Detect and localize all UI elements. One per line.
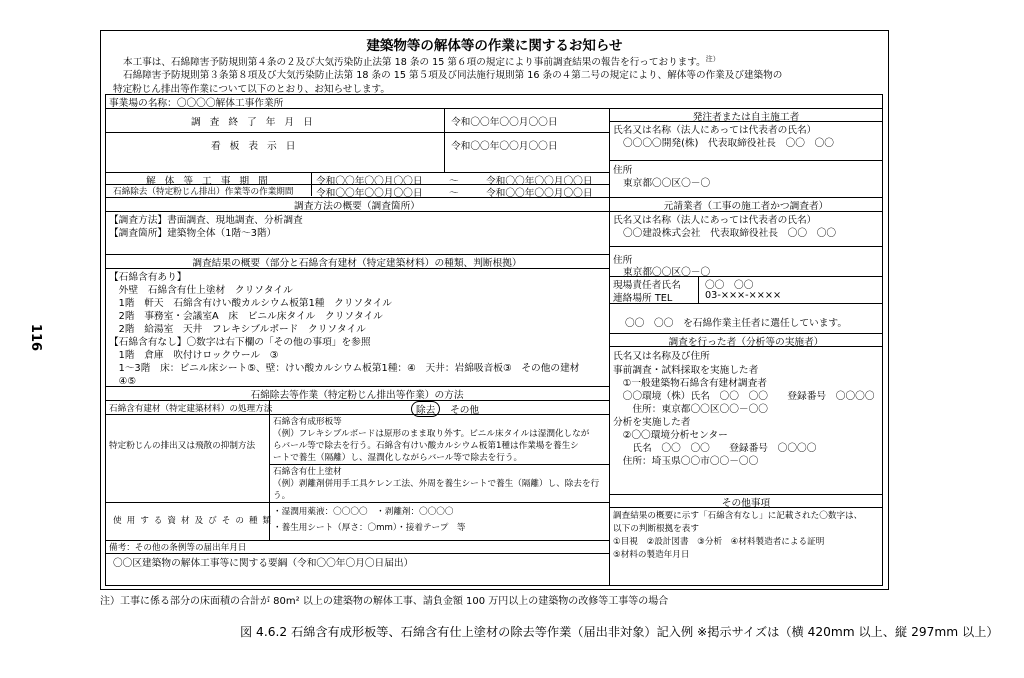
contractor-address-value: 東京都〇〇区〇－〇	[623, 267, 711, 278]
workplace-label: 事業場の名称：	[109, 98, 177, 109]
rule	[105, 414, 609, 415]
removal-to: 令和〇〇年〇〇月〇〇日	[486, 188, 593, 199]
other-header: その他事項	[721, 498, 771, 509]
surveyor-line: ①一般建築物石綿含有建材調査者	[613, 378, 767, 389]
contact-label: 連絡場所 TEL	[613, 293, 673, 304]
survey-result-header: 調査結果の概要（部分と石綿含有建材（特定建築材料）の種類、判断根拠）	[192, 258, 522, 269]
notice-board	[100, 30, 889, 590]
footnote: 注）工事に係る部分の床面積の合計が 80m² 以上の建築物の解体工事、請負金額 100 万円以上の建築物の改修等工事等の場合	[100, 596, 669, 607]
rule	[609, 346, 883, 347]
materials-line: ・養生用シート（厚さ：〇mm）・接着テープ 等	[273, 523, 466, 533]
suppression-line: （例）剥離剤併用手工具ケレン工法、外周を養生シートで養生（隔離）し、除去を行	[273, 479, 600, 489]
rule	[609, 303, 883, 304]
suppression-line: 石綿含有仕上塗材	[273, 467, 342, 477]
suppression-line: う。	[273, 491, 291, 501]
materials-label: 使用する資材及びその種類	[113, 516, 277, 526]
rule	[105, 553, 609, 554]
surveyor-line: 〇〇環境（株）氏名 〇〇 〇〇 登録番号 〇〇〇〇	[613, 391, 875, 402]
surveyor-line: 分析を実施した者	[613, 417, 691, 428]
rule	[609, 507, 883, 508]
intro-line-1: 本工事は、石綿障害予防規則第４条の２及び大気汚染防止法第 18 条の 15 第６項の規定により事前調査結果の報告を行っております。	[123, 57, 706, 69]
client-address-value: 東京都〇〇区〇－〇	[623, 178, 711, 189]
surveyor-line: 住所：埼玉県〇〇市〇〇－〇〇	[613, 456, 759, 467]
manager-value: 〇〇 〇〇	[705, 280, 754, 291]
contractor-name-value: 〇〇建設株式会社 代表取締役社長 〇〇 〇〇	[623, 228, 837, 239]
demolition-from: 令和〇〇年〇〇月〇〇日	[316, 176, 423, 187]
sign-date-value: 令和〇〇年〇〇月〇〇日	[451, 141, 558, 152]
surveyor-line: 氏名 〇〇 〇〇 登録番号 〇〇〇〇	[613, 443, 817, 454]
rule	[105, 502, 609, 503]
other-line: 以下の判断根拠を表す	[613, 524, 699, 534]
intro-text	[113, 53, 880, 96]
result-line: 2階 給湯室 天井 フレキシブルボード クリソタイル	[109, 324, 366, 335]
intro-line-3: 特定粉じん排出等作業について以下のとおり、お知らせします。	[113, 83, 390, 95]
result-line: 1階 倉庫 吹付けロックウール ③	[109, 350, 279, 361]
result-line: 【石綿含有あり】	[109, 272, 187, 283]
survey-method-header: 調査方法の概要（調査箇所）	[294, 201, 420, 212]
rule	[105, 400, 609, 401]
surveyor-header: 調査を行った者（分析等の実施者）	[668, 337, 824, 348]
other-line: 調査結果の概要に示す「石綿含有なし」に記載された〇数字は、	[613, 511, 863, 521]
other-line: ⑤材料の製造年月日	[613, 550, 690, 560]
contact-divider	[698, 276, 699, 303]
result-line: ④⑤	[109, 376, 137, 387]
figure-caption: 図 4.6.2 石綿含有成形板等、石綿含有仕上塗材の除去等作業（届出非対象）記入例 ※掲示サイズは（横 420mm 以上、縦 297mm 以上）	[240, 625, 999, 639]
materials-line: ・湿潤用薬液：〇〇〇〇 ・剥離剤：〇〇〇〇	[273, 507, 454, 517]
client-address-label: 住所	[613, 165, 633, 176]
survey-method-line-1: 【調査方法】書面調査、現地調査、分析調査	[109, 215, 303, 226]
demolition-tilde: ～	[449, 176, 459, 187]
surveyor-line: 事前調査・試料採取を実施した者	[613, 365, 759, 376]
surveyor-line: 住所：東京都〇〇区〇〇－〇〇	[613, 404, 768, 415]
rule	[105, 132, 609, 133]
rule	[609, 246, 883, 247]
result-line: 【石綿含有なし】〇数字は右下欄の「その他の事項」を参照	[109, 337, 371, 348]
suppression-line: 石綿含有成形板等	[273, 417, 342, 427]
treatment-selected: 除去	[411, 401, 440, 417]
date-divider	[444, 108, 445, 172]
treatment-other: その他	[450, 405, 480, 416]
contractor-header: 元請業者（工事の施工者かつ調査者）	[663, 201, 829, 212]
survey-date-value: 令和〇〇年〇〇月〇〇日	[451, 117, 558, 128]
removal-method-header: 石綿除去等作業（特定粉じん排出等作業）の方法	[250, 390, 464, 401]
contact-value: 03-×××-××××	[705, 290, 782, 301]
note-mark: 注）	[705, 55, 720, 63]
surveyor-line: 氏名又は名称及び住所	[613, 351, 710, 362]
chief-note: 〇〇 〇〇 を石綿作業主任者に選任しています。	[625, 318, 848, 329]
contractor-name-label: 氏名又は名称（法人にあっては代表者の氏名）	[613, 215, 817, 226]
surveyor-line: ②〇〇環境分析センター	[613, 430, 728, 441]
treatment-label: 石綿含有建材（特定建築材料）の処理方法	[109, 404, 273, 414]
intro-line-2: 石綿障害予防規則第３条第８項及び大気汚染防止法第 18 条の 15 第５項及び同法施行規則第 16 条の４第二号の規定により、解体等の作業及び建築物の	[123, 70, 783, 82]
demolition-period-label: 解体等工事期間	[146, 176, 277, 187]
suppression-line: らバール等で除去を行う。石綿含有けい酸カルシウム板第1種は作業場を養生シ	[273, 441, 579, 451]
other-line: ①目視 ②設計図書 ③分析 ④材料製造者による証明	[613, 537, 825, 547]
manager-label: 現場責任者氏名	[613, 280, 681, 291]
remarks-label: 備考：その他の条例等の届出年月日	[109, 543, 247, 553]
result-line: 1～3階 床：ビニル床シート⑤、壁：けい酸カルシウム板第1種：④ 天井：岩綿吸音板③ その他の建材	[109, 363, 580, 374]
result-line: 2階 事務室・会議室A 床 ビニル床タイル クリソタイル	[109, 311, 383, 322]
survey-method-line-2: 【調査箇所】建築物全体（1階～3階）	[109, 228, 277, 239]
result-line: 1階 軒天 石綿含有けい酸カルシウム板第1種 クリソタイル	[109, 298, 392, 309]
removal-period-label: 石綿除去（特定粉じん排出）作業等の作業期間	[113, 187, 294, 197]
workplace-name	[109, 95, 283, 109]
demolition-to: 令和〇〇年〇〇月〇〇日	[486, 176, 593, 187]
suppression-line: ートで養生（隔離）し、湿潤化しながらバール等で除去を行う。	[273, 453, 523, 463]
result-line: 外壁 石綿含有仕上塗材 クリソタイル	[109, 285, 293, 296]
remarks-value: 〇〇区建築物の解体工事等に関する要綱（令和〇〇年〇月〇日届出）	[113, 558, 414, 569]
suppression-line: （例）フレキシブルボードは原形のまま取り外す。ビニル床タイルは湿潤化しなが	[273, 429, 590, 439]
notice-title: 建築物等の解体等の作業に関するお知らせ	[366, 38, 623, 54]
client-header: 発注者または自主施工者	[692, 112, 800, 123]
removal-from: 令和〇〇年〇〇月〇〇日	[316, 188, 423, 199]
contractor-address-label: 住所	[613, 255, 633, 266]
client-name-value: 〇〇〇〇開発(株) 代表取締役社長 〇〇 〇〇	[623, 138, 834, 149]
removal-tilde: ～	[449, 188, 459, 199]
workplace-value: 〇〇〇〇解体工事作業所	[176, 98, 284, 109]
sign-date-label: 看板表示日	[211, 141, 305, 152]
notice-table	[101, 94, 888, 589]
rule	[609, 160, 883, 161]
survey-date-label: 調査終了年月日	[191, 117, 322, 128]
page-number: 116	[28, 323, 44, 352]
client-name-label: 氏名又は名称（法人にあっては代表者の氏名）	[613, 125, 817, 136]
suppression-label: 特定粉じんの排出又は飛散の抑制方法	[109, 441, 256, 451]
